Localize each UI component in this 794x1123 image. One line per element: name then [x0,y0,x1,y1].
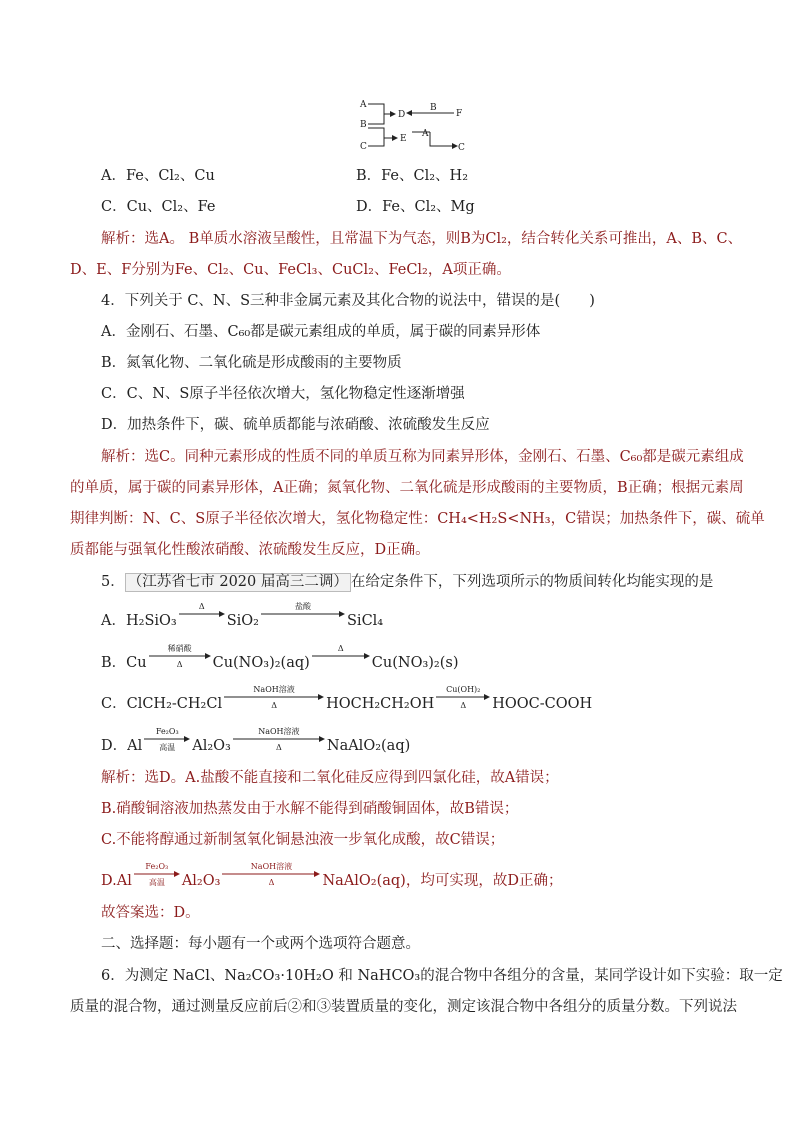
q5-option-d [101,727,411,756]
q5-stem: 在给定条件下，下列选项所示的物质间转化均能实现的是 [350,574,714,590]
q5-source-tag: （江苏省七市 2020 届高三二调） [125,573,351,592]
option-label: C． [101,696,127,712]
q3-option-d: D．Fe、Cl₂、Mg [356,199,475,215]
q4-option-c: C．C、N、S原子半径依次增大，氢化物稳定性逐渐增强 [101,386,465,402]
arrow-condition: Δ [275,743,282,752]
arrow-condition: NaOH溶液 [250,862,293,871]
substance: Cu [126,655,147,671]
arrow-condition: Cu(OH)₂ [446,685,481,694]
q4-answer-line1: 解析：选C。同种元素形成的性质不同的单质互称为同素异形体，金刚石、石墨、C₆₀都是碳元素组成 [101,449,744,465]
q5-option-c [101,685,593,714]
arrow-condition: Fe₂O₃ [155,727,179,736]
arrow-condition: Δ [268,878,275,887]
reaction-arrow [436,685,490,710]
q6-stem-line2: 质量的混合物，通过测量反应前后②和③装置质量的变化，测定该混合物中各组分的质量分数。下列说法 [70,999,737,1015]
q3-option-b: B．Fe、Cl₂、H₂ [356,168,469,184]
substance: SiCl₄ [347,613,384,629]
substance: HOCH₂CH₂OH [326,696,435,712]
q4-answer-line2: 的单质，属于碳的同素异形体，A正确；氮氧化物、二氧化硫是形成酸雨的主要物质，B正确；根据元素周 [70,480,744,496]
substance: Al₂O₃ [181,873,221,889]
conversion-diagram [356,96,466,156]
substance: Al [127,738,143,754]
q5-option-a [101,602,384,631]
substance: NaAlO₂(aq) [326,738,411,754]
q5-answer-line4 [101,862,563,891]
arrow-condition: 盐酸 [295,602,311,611]
q5-answer-line1: 解析：选D。A.盐酸不能直接和二氧化硅反应得到四氯化硅，故A错误； [101,770,559,786]
substance: Cu(NO₃)₂(aq) [212,655,310,671]
arrow-condition: Δ [198,602,205,611]
substance: SiO₂ [226,613,259,629]
substance: ClCH₂-CH₂Cl [126,696,223,712]
node-a: A [360,100,367,110]
q5-answer-line5: 故答案选：D。 [101,905,200,921]
reaction-arrow [312,644,370,669]
option-label: D． [101,738,128,754]
arrow-label-top: B [430,103,437,113]
option-label: A． [101,613,126,629]
q5-number: 5． [101,574,125,590]
node-e: E [400,134,407,144]
option-label: B． [101,655,127,671]
arrow-condition: Δ [337,644,344,653]
q4-option-d: D．加热条件下，碳、硫单质都能与浓硝酸、浓硫酸发生反应 [101,417,490,433]
q3-option-a: A．Fe、Cl₂、Cu [101,168,215,184]
arrow-condition: Fe₂O₃ [145,862,169,871]
node-b: B [360,120,367,130]
arrow-condition: NaOH溶液 [258,727,300,736]
arrow-condition: Δ [271,701,277,710]
q5-option-b [101,644,459,673]
reaction-arrow [233,727,325,752]
substance: H₂SiO₃ [125,613,177,629]
q4-answer-line4: 质都能与强氧化性酸浓硝酸、浓硫酸发生反应，D正确。 [70,542,430,558]
arrow-label-bottom: A [422,129,429,139]
q3-answer-line1: 解析：选A。 B单质水溶液呈酸性，且常温下为气态，则B为Cl₂，结合转化关系可推出，A、B、C、 [101,231,743,247]
arrow-condition: Δ [460,701,467,710]
q5-stem-line [101,572,713,592]
option-label: D. [101,873,117,889]
q3-answer-line2: D、E、F分别为Fe、Cl₂、Cu、FeCl₃、CuCl₂、FeCl₂，A项正确。 [70,262,511,278]
q4-answer-line3: 期律判断：N、C、S原子半径依次增大，氢化物稳定性：CH₄<H₂S<NH₃，C错误；加热条件下，碳、硫单 [70,511,765,527]
answer-tail: ，均可实现，故D正确； [405,873,563,889]
q6-stem-line1: 6．为测定 NaCl、Na₂CO₃·10H₂O 和 NaHCO₃的混合物中各组分的含量，某同学设计如下实验：取一定 [101,968,783,984]
reaction-arrow [261,602,345,627]
q4-option-a: A．金刚石、石墨、C₆₀都是碳元素组成的单质，属于碳的同素异形体 [101,324,541,340]
arrow-condition: 高温 [148,878,165,887]
reaction-arrow [222,862,320,887]
reaction-arrow [179,602,225,627]
substance: HOOC-COOH [492,696,593,712]
arrow-condition: Δ [176,660,183,669]
node-d: D [398,110,406,120]
substance: NaAlO₂(aq) [322,873,406,889]
node-f: F [456,109,463,119]
q4-stem: 4．下列关于 C、N、S三种非金属元素及其化合物的说法中，错误的是( ) [101,293,595,309]
q4-option-b: B．氮氧化物、二氧化硫是形成酸雨的主要物质 [101,355,402,371]
diagram-arrows [356,96,466,152]
q5-answer-line3: C.不能将醇通过新制氢氧化铜悬浊液一步氧化成酸，故C错误； [101,832,505,848]
arrow-condition: 高温 [159,743,176,752]
substance: Al [116,873,132,889]
section-2-heading: 二、选择题：每小题有一个或两个选项符合题意。 [101,936,420,952]
reaction-arrow [144,727,190,752]
q5-answer-line2: B.硝酸铜溶液加热蒸发由于水解不能得到硝酸铜固体，故B错误； [101,801,519,817]
arrow-condition: 稀硝酸 [167,644,192,653]
node-c: C [360,142,367,152]
substance: Cu(NO₃)₂(s) [371,655,459,671]
q3-option-c: C．Cu、Cl₂、Fe [101,199,216,215]
reaction-arrow [224,685,324,710]
substance: Al₂O₃ [192,738,231,754]
reaction-arrow [134,862,180,887]
node-c2: C [458,143,465,152]
arrow-condition: NaOH溶液 [253,685,295,694]
reaction-arrow [149,644,211,669]
